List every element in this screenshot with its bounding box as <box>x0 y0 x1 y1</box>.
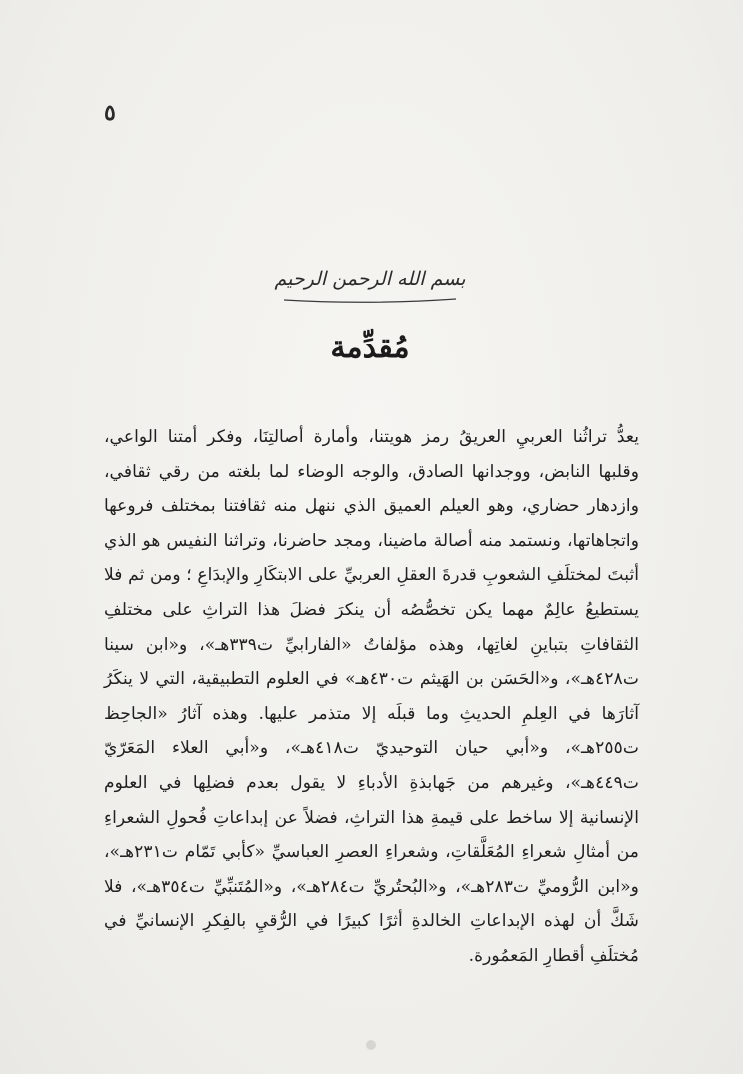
footer-dot <box>366 1040 376 1050</box>
bismillah-calligraphy: بسم الله الرحمن الرحيم <box>274 268 466 290</box>
section-heading: مُقدِّمة <box>330 330 410 365</box>
paragraph-text: يعدُّ تراثُنا العربيِ العريقُ رمز هويتنا، وأمارة أصالتِنَا، وفكر أمتنا الواعي، وقلبها النابض، ووجدانها الصادق، والوجه الوضاء لما بلغته من رقي ثقافي، وازدهار حضاري، وهو العيلم العميق الذي ننهل منه ثقافتنا بمختلف فروعها واتجاهاتها، ونستمد منه أصالة ماضينا، ومجد حاضرنا، وتراثنا النفيس هو الذي أثبتَ لمختلَفِ الشعوبِ قدرةَ العقلِ العربيِّ على الابتكَارِ والإبدَاعِ ؛ ومن ثم فلا يستطيعُ عالِمٌ مهما يكن تخصُّصُه أن ينكرَ فضلَ هذا التراثِ على مختلفِ الثقافاتِ بتباينِ لغاتِها، وهذه مؤلفاتُ «الفارابيِّ ت٣٣٩هـ»، و«ابن سينا ت٤٢٨هـ»، و«الحَسَن بن الهَيثم ت٤٣٠هـ» في العلوم التطبيقية، التي لا ينكَرُ آثارَها في العِلمِ الحديثِ وما قبلَه إلا متذمر عليها. وهذه آثارُ «الجاحِظ ت٢٥٥هـ»، و«أبي حيان التوحيديّ ت٤١٨هـ»، و«أبي العلاء المَعَرّيّ ت٤٤٩هـ»، وغيرهم من جَهابذةِ الأدباءِ لا يقول بعدم فضلِها في العلوم الإنسانية إلا ساخط على قيمةِ هذا التراثِ، فضلاً عن إبداعاتِ فُحولِ الشعراءِ من أمثالِ شعراءِ المُعَلَّقاتِ، وشعراءِ العصرِ العباسيِّ «كأبي تَمّام ت٢٣١هـ»، و«ابن الرُّوميِّ ت٢٨٣هـ»، و«البُحتُريِّ ت٢٨٤هـ»، و«المُتَنبِّيِّ ت٣٥٤هـ»، فلا شَكَّ أن لهذه الإبداعاتِ الخالدةِ أثرًا كبيرًا في الرُّقيِ بالفِكرِ الإنسانيِّ في مُختلَفِ أقطارِ المَعمُورة. <box>104 427 639 966</box>
bismillah-underline-ornament <box>282 296 458 304</box>
page-number: ٥ <box>104 100 116 126</box>
body-paragraph <box>104 420 639 974</box>
